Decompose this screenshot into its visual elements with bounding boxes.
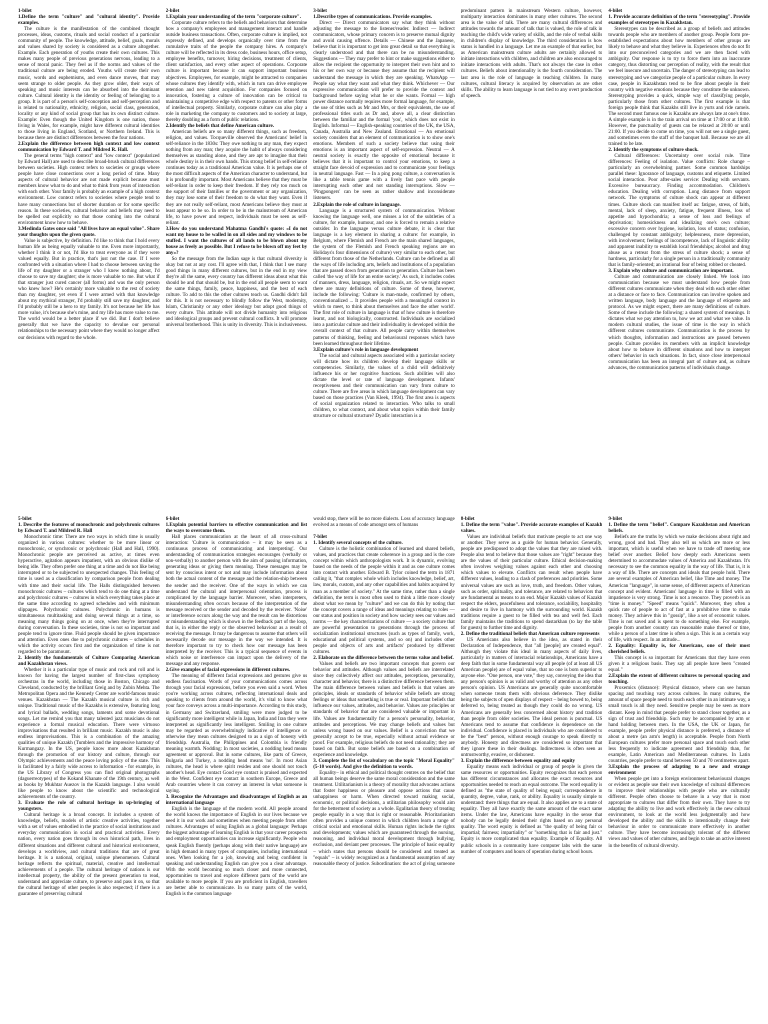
question-heading: 3.How do you understand Mahatma Gandhi's quote: «I do not want my house to be walled in on all sides and my windows to be stuffed. I want the cultures of all lands to be blown about my house as freely as possible. But I refuse to be blown off my feet by any»? <box>165 225 308 256</box>
answer-paragraph: The general terms "high context" and "low context" (popularized by Edward Hall) are used to describe broad-brush cultural differences between societies. High context refers to societies or groups where people have close connections over a long period of time. Many aspects of cultural behavior are not made explicit because most members know what to do and what to think from years of interaction with each other. Your family is probably an example of a high context environment. Low context refers to societies where people tend to have many connections but of shorter duration or for some specific reason. In these societies, cultural behavior and beliefs may need to be spelled out explicitly so that those coming into the cultural environment know how to behave. <box>18 153 160 226</box>
text-column <box>166 516 308 1016</box>
ticket-title: 6-bilet <box>165 516 180 522</box>
text-column <box>313 516 455 1016</box>
text-column <box>18 8 160 508</box>
question-heading: 2. Identify the fundamentals of Culture Comparing American and Kazakhstan views. <box>18 655 160 668</box>
question-heading: 3.Explain culture's role in language development <box>313 346 419 353</box>
answer-paragraph: Value is subjective, by definition. I'd like to think that I hold every human life as being equally valuable to me. Even more importantly, whether I think it or not, I'd like to treat everyone as if they were valued equally. But in practice, that's just not the case. If I were confronted with a situation where I had to choose between saving the life of my daughter or a stranger who I knew nothing about, I'd choose to save my daughter; she is more valuable to me. But what if that stranger just cured cancer (all forms) and was the only person who knew how? He's certainly more valuable to the rest of society than my daughter, yet even if I were armed with that knowledge about my mythical stranger, I'd probably still save my daughter, and I'd probably still be a hero to my family. It's not because her life has more value, it's because she's mine, and my life has more value to me. The world would be a better place if we did. But I don't believe generally that we have the capacity to devalue our personal relationships to the necessary point where they would no longer affect our decisions with regard to the whole. <box>18 237 160 341</box>
answer-paragraph: Equality– in ethical and political thought centres on the belief that all human beings deserve the same moral consideration and the same treatment. Utilitarianism is a theory of morality that advocates actions that foster happiness or pleasure and oppose actions that cause unhappiness or harm. When directed toward making social, economic, or political decisions, a utilitarian philosophy would aim for the betterment of society as a whole. Egalitarian theory of treating people equally in a way that is right or reasonable. Prioritarianism often provides a unique context in which children learn a range of critical social and emotional skills. Human rights include the rights and developments; values which are guaranteed through the nursing, reasoning, and individual moral development through bullying, exclusion, and deviant peer processes. The principle of basic equality – which states that persons should be considered and treated as "equals" – is widely recognized as a fundamental assumption of any reasonable theory of justice. Subordination: the act of giving someone <box>313 769 455 867</box>
answer-paragraph: The culture is the manifestation of the combined thought processes, ideas, customs, rituals and social conduct of a particular community of people. The knowledge, attitude, belief, goals, morals and values shared by society is considered as a culture altogether. Example. Each generation of youths create their own cultures. This makes many people of previous generations nervous, leading to a sense of moral panic. They feel as if the norms and values of the traditional culture are being eroded. Youths will create their own music, words and euphemisms, and even dance moves, that may seem strange to older people. As they grow older, their ways of speaking and music interests can be absorbed into the dominant culture. Cultural identity is the identity or feeling of belonging to a group. It is part of a person's self-conception and self-perception and is related to nationality, ethnicity, religion, social class, generation, locality or any kind of social group that has its own distinct culture. Example: Even though the United Kingdom is one nation, those living in Wales, for example, might have different cultural identities to those living in England, Scotland, or Northern Ireland. This is because there are distinct differences between the four nations. <box>18 26 160 141</box>
question-heading: 3.Medinda Gates once said "All lives have an equal value". Share your thoughts upon the given quote. <box>18 225 160 238</box>
answer-paragraph: Direct — Direct communicators say what they think without adjusting the message to the listener/reader. Indirect — Indirect communicators, whose primary concern is to preserve mutual dignity and avoid causing offence. Details — Chinese and the Japanese, believe that it is important to get into great detail so that everything is clearly understood and that there can be no misunderstanding. Suggestions — They may prefer to hint or make suggestions either to allow the recipient the opportunity to interpret their own hint and to his or her own way or because they assume that the recipient will understand the message in which they are speaking. WhatsApp — People say what they want and what they think. Whichever — Our expressive communication will prefer to provide the context and background before saying what he or she wants. Formal — high power distance normally requires more formal language, for example, the use of titles such as Mr and Mrs, or their equivalents, the use of professional titles such as Dr and, above all, a clear distinction between the familiar and the formal 'you', which does not exist in English. Informal — English-speaking countries of the UK, the USA, Canada, Australia and New Zealand. Emotional — An emotional society considers that an element of communication is to show one's emotions. Members of such a society believe that using their emotions is an important aspect of self-expression. Neutral — A neutral society is exactly the opposite of emotional because it believes that it is important to control your emotions, to keep a straight face devoid of expression and to communicate your feelings in neutral language. Fast — In a ping pong culture, a conversation is like a table tennis game with a lively fast pace with people interrupting each other and not standing interruptions. Slow — 'Pingpongers' can be seen as rather shallow and inconsiderate listeners. <box>313 20 455 202</box>
answer-paragraph: Hall places communication at the heart of all cross-cultural interaction: 'Culture is communication – it may be seen as a continuous process of communicating and interpreting'. Our understanding of communication strategies encourages (verbally or non-verbally) to another person with the aim of passing information, generating ideas or giving them meaning. These messages may be sent by conscious intent or not and may include information about both the actual content of the message and the relation-ship between the sender and the receiver. One of the ways in which we can understand the cultural and interpersonal orientation, process is complicated by the language barrier. Moreover, when interpreters, misunderstanding often occurs because of the interpretation of the message received or the sender and decoded by the receiver. 'Noise' or interference occurs along the way and the result can be distortions or misunderstanding which is shown in the feedback part of the loop, that is, in either the reply or the observed behaviour as a result of receiving the message. It may be dangerous to assume that others will necessarily decode our message in the way we intended. It is therefore important to try to check how our message has been interpreted by the receiver. This is a typical sequence of events in which noise or interference can impact upon the delivery of the message and any response. <box>165 534 308 668</box>
answer-paragraph: Values and beliefs are two important concepts that govern our behavior and attitudes. Although values and beliefs are interrelated since they collectively affect our attitudes, perceptions, personality, character and behavior, there is a distinctive difference between them. The main difference between values and beliefs is that values are principles, ideals or standards of behavior while beliefs are strong feelings or ideas that something is true or real. Important beliefs that influence our values, attitudes, and behavior. Values are principles or standards of behavior that are considered valuable or important in life. Values are fundamentally for a person's personality, behavior, attitudes and perceptions. We may change beliefs and values but unless wrong based on our values. Belief is a conviction that we generally accept to be true, especially without actual evidence or proof. For example, religious beliefs do not need rationality; they are based on faith. But some beliefs are based on a combination of experience and knowledge. <box>313 661 455 758</box>
question-heading: 3.Explain the process of adapting to a new and strange environment <box>608 763 750 776</box>
answer-paragraph: American beliefs are so many different things, such as freedom, religion, and values. Tocqueville observed the Americans' belief in self-reliance in the 1830s: They owe nothing to any man, they expect nothing from any man; they acquire the habit of always considering themselves as standing alone, and they are apt to imagine that their whole destiny is in their own hands. This strong belief in self-reliance continues today as a traditional American value. It is perhaps one of the most difficult aspects of the American character to understand, but it is profoundly important. Most Americans believe that they must be self-reliant in order to keep their freedom. If they rely too much on the support of their families or the government or any organization, they may lose some of their freedom to do what they want. Even if they are not really self-reliant, most Americans believe they must at least appear to be so. In order to be in the mainstream of American life, to have power and respect, individuals must be seen as self-reliant. <box>165 128 308 226</box>
question-heading: 2.Identify the beliefs that define American culture. <box>165 122 274 129</box>
question-heading: 3. Recognize the Advantages and disadvantages of English as an international language <box>165 794 308 807</box>
question-heading: 2.Explain the extent of different cultures to personal spacing and touching. <box>608 673 750 686</box>
ticket-title: 2-bilet <box>165 8 180 14</box>
answer-paragraph: English is the language of the modern world. All people around the world knows the importance of English in our lives because we need it in our work and sometimes when meeting people from other cultures. Advantages of using English as a global language: Perhaps the biggest advantage of learning English is that your career prospects and employment opportunities can increase significantly. People who speak English fluently (perhaps along with their native language) are in high demand in many types of companies, including international ones. When looking for a job, knowing and being confident in speaking and understanding English can give you a clear advantage. With the world becoming so much closer and more connected, opportunities to travel and explore different parts of the world are available to more people. If you are proficient in English, travellers are better able to communicate. In so many parts of the world, English is the common language <box>165 806 308 897</box>
question-heading: 2. Equality: Equality is, for Americans, one of their most cherished beliefs. <box>608 642 750 656</box>
answer-paragraph: Language is a structured system of communication. Without knowing the language well, one misses a lot of the subtleties of a culture, for example, humour, and one is forced to remain a relative outsider. In the language versus culture debate, it is clear that language is a key element in sharing a culture: for example, in Belgium, where Flemish and French are the main shared languages, the system of the Flemish and French speaking regions are on Holidays's four dimensions of culture) very similar to each other, but different from those of the Netherlands. Culture can be defined as all the ways of life including arts, beliefs and institutions of a population that are passed down from generation to generation. Culture has been called 'the way of life for an entire society.' As such, it includes codes of manners, dress, language, religion, rituals, art. So we might expect there are many definitions of culture. Some of these, however, include the following: 'Culture is man-made, confirmed by others, conventionalized ... It provides people with a meaningful context in which to meet, to think about themselves and face the other world'. The first role of culture in language is that of how culture is therefore learnt, and not biologically, constructed. Individuals are socialized into a particular culture and their individuality is developed within the overall context of that culture. All people carry within themselves patterns of thinking, feeling and behavioural responses which have been learned throughout their lifetime. <box>313 207 455 347</box>
text-column <box>608 8 750 508</box>
text-column <box>608 516 750 1016</box>
question-heading: 1.Explain potential barriers to effective communication and list the ways to overcome them. <box>165 522 308 535</box>
answer-paragraph: So the message from the Indian sage is that cultural diversity is okay but not at any cost. I'll agree with that, I think that I see many good things in many different cultures, but in the end in my view they're all the same, every country has different ideas about what this should be and that should be, but in the end all people seem to want the same things, family, peace, happiness, and the best of each culture. To add to this the other cultures teach us. Gandhi didn't fall for this. It is not necessary to blindly follow the West, modernity, Islam, Christianity or any other ideology but adopt good things of every culture. This attitude will not divide humanity into religious and ideological groups and prevent cultural conflicts. It will promote universal brotherhood. This is unity in diversity. This is inclusiveness. <box>165 255 308 329</box>
answer-paragraph: Beliefs are the truths by which we make decisions about right and wrong, good and bad. They also tell us which are more or less important, which is useful when we have to trade off meeting one belief over another. Belief how deeply each Americans seem determined to accommodate values of America and Kazakhstan. It's necessary to see the common equality in the way of life. That is, it is a way of life. There are concepts and ideals that people hold. There are several examples of American belief, like Time and money. The American "language", in some sense, of different aspects of American concept and evident. Americans' language in time is filled with an impatience is very strong. Time is not a resource. They proverb is an "time is money." "Speed" means "quick". Moreover, they often a quick rate of people to act of fast at a prohibitive time to make money. They achieve this in "gossip", like a set of economic values. Time is not saved and is spent to do something else. For example, people from another country can reasonable make thereof or time, while a person of a later time is often a sign. This is an a certain way of life, with respect. In an attitude... <box>608 534 750 643</box>
question-heading: 2. Elaborate on the difference between the terms value and belief. <box>313 655 454 662</box>
ticket-title: 7-bilet <box>313 534 327 541</box>
answer-paragraph: predominant pattern in mainstream Western culture, however, multiparty interaction dominates in many other cultures. The second area is the value of talk. There are many cultural differences and attitudes towards the amount of talk that is valued, the role of talk in teaching the child's wide variety of skills, and the role of verbal skills in children's display of knowledge. The third consideration is how status is handled in a language. Let me an example of that earlier, but as American mainstream culture adults are certainly allowed to initiate interactions with children, and children are also encouraged to initiate interactions with adults. That's not always the case in other cultures. Beliefs about intentionality is the fourth consideration. The last area is the role of language in teaching children. In many cultures, cultural literacy is acquired by observation as are other skills. The ability to learn language is not tied to any overt production of speech. <box>460 8 603 99</box>
question-heading: 1.Define the term "culture" and "cultural identity". Provide examples. <box>18 14 160 27</box>
question-heading: 1. Define the term "belief". Compare Kazakhstan and American beliefs. <box>608 522 750 535</box>
answer-paragraph: Cultural heritage is a broad concept. It includes a system of knowledge, beliefs, models of artistic creative activities, together with a set of values embodied in the practice of social institutions and everyday communication in social and practical activities. Every nation, every nation goes through its own historical path, lives in different situations and different cultural and historical environment, develops a worldview, and cultural traditions that are of great heritage. It is a national, original, unique phenomenon. Cultural heritage reflects the spiritual, material, creative and intellectual achievements of a people. The cultural heritage of nations is our intellectual property, the ability of the present generation to read, understand and appreciate culture, to preserve and pass it on, so that the cultural heritage of other peoples is also respected; if there is a guarantee of preserving cultural <box>18 812 160 897</box>
text-column <box>461 8 603 508</box>
question-heading: 3. Explain the difference between equality and equity <box>460 757 576 764</box>
question-heading: 3. Explain why culture and communication are important. <box>608 268 734 275</box>
question-heading: 1. Identify several concepts of the culture. <box>313 540 403 547</box>
answer-paragraph: Culture and communication are closely linked. We look into communication because we must understand how people from different cultures communicate when they deal with each other either at a distance or face to face. Communication can involve spoken and written language, body language and the language of etiquette and protocol. As we might expect, there are many definitions of culture. Some of these include the following: a shared system of meanings. It dictates what we pay attention to, how we act and what we value. In modern cultural studies, the issue of time is the way in which different cultures communicate. Communication is the process by which thoughts, information and instructions are passed between people. Culture provides its members with an implicit knowledge about how to behave in different situations and how to interpret others' behavior in such situations. In fact, since close interpersonal communication has been an integral part of culture and, as culture advances, the communication patterns of individuals change. <box>608 274 750 371</box>
ticket-title: 3-bilet <box>313 8 327 14</box>
answer-paragraph: Corporate culture refers to the beliefs and behaviors that determine how a company's employees and management interact and handle outside business transactions. Often, corporate culture is implied, not expressly defined, and develops organically over time from the cumulative traits of the people the company hires. A company's culture will be reflected in its dress code, business hours, office setup, employee benefits, turnover, hiring decisions, treatment of clients, client satisfaction, and every other aspect of operations. Corporate culture is important because it can support important business objectives. Employees, for example, might be attracted to companies whose cultures they identify with, which in turn can drive employee retention and new talent acquisition. For companies focused on innovation, fostering a culture of innovation can be critical to maintaining a competitive edge with respect to patents or other forms of intellectual property. Similarly, corporate culture can also play a role in marketing the company to customers and to society at large, thereby doubling as a form of public relations. <box>165 20 308 123</box>
ticket-title: 4-bilet <box>608 8 623 14</box>
question-heading: 1. Describe the features of monochronic and polychronic cultures by Edward T. and Mildred R. Hall <box>18 522 160 535</box>
text-column <box>461 516 603 1016</box>
bottom-row <box>18 516 750 1016</box>
question-heading: 2.Explain the difference between high context and low context communication by Edward T. and Mildred R. Hall. <box>18 141 160 154</box>
answer-paragraph: Stereotypes can be described as a group of beliefs and attitudes towards people who are members of another group. People form pre-established expectations about how members of other groups are likely to behave and what they believe in. Experiences often do not fit into our preconceived categories and we are then faced with ambiguity. Our response is to try to force them into an inaccurate category, thus distorting our perception of reality, with the result that we feel insecure and uncertain. The danger of stereotyping can lead to stereotyping and we categorize people of a particular culture. In every case, people in Kazakhstan tend to be fine about people in their country with negative emotions because they constitute the unknown. Stereotyping provides a quick, simple way of classifying people, particularly those from other cultures. The first example is that foreign people think that Kazakhs still live in yurts and ride camels. The second most famous one is Kazakhs are always late at one's time. A simple example is in the train arrival on time at 17:00 or at 18:00. However, the punctuality of guests can be relaxed at 20:00 or until 21:00. If you decide to come on time, you will not see a single guest, and sometimes even the staff of the banquet hall. Because we are all trained to be late. <box>608 26 750 148</box>
question-heading: 2. Define the traditional beliefs that American culture represents <box>460 630 600 637</box>
question-heading: 3. Complete the list of vocabulary on the topic "Moral Equality" (5-10 words). And give the definition to words. <box>313 757 455 770</box>
answer-paragraph: US Americans also believe in the idea, as stated in their Declaration of Independence, that "all [people] are created equal". Although they violate this ideal in many aspects of daily lives, particularly in matters of interracial relationships, Americans have a deep faith that in some fundamental way all people (of at least all US American people) are of equal value, that no one is born superior to anyone else. "One person, one vote," they say, conveying the idea that any person's opinion is as valid and worthy of attention as any other person's opinion. US Americans are generally quite uncomfortable when someone treats them with obvious deference. They dislike being the subjects of open displays of respect – being bowed to, being deferred to, being treated as though they could do no wrong. US Americans are generally less concerned about history and tradition than people from older societies. The ideal person is punctual. US Americans tend to assume that confidence is dependence on the individual. Confidence is placed in individuals who are considered to be the "best" person, without enough courage to speak directly to anybody. Honesty and directness are considered so important that they ignore these in their dealings. Indirectness is often seen as untrustworthy, evasive, or dishonest. <box>460 636 603 758</box>
answer-paragraph: Whether it is a particular type of music and rock and roll and is known for having the largest number of first-class symphony orchestras in the world, including those in Boston, Chicago and Cleveland, conducted by the brilliant Greig and by Zubin Mehta. The Metropolitan Opera and the Kennedy Center are world-famous music venues. Kazakhstan — The Kazakh musical culture is rich and unique. Traditional music of the Kazakhs is extensive, featuring long and lyrical ballads, wedding songs, laments and some devotional songs. Let me remind you that many talented jazz musicians do not experience a formal musical education. There were virtuoso improvisations that resulted in brilliant music. Kazakh music is also endless improvisations. This is a combination of the amazing qualities of unique Kazakh (Tumblers and the impressive harmony of Kurmangazy. In the US, people know more about Kazakhstan through the promotion of our history and culture, through our Olympic achievements and the peace loving policy of the state. This is facilitated by a fairly wide access to information - for example, in the US Library of Congress you can find original photographs (daguerreotypes) of the Kokand Khanate of the 19th century, as well as books by Mukhtar Auezov in the Kazakh language. I also would like people to know about the scientific and technological achievements of the country. <box>18 667 160 801</box>
ticket-title: 9-bilet <box>608 516 623 522</box>
text-column <box>18 516 160 1016</box>
question-heading: 2.Explain the role of culture in language. <box>313 201 401 208</box>
question-heading: 2.Give examples of facial expressions in different cultures. <box>165 667 291 674</box>
question-heading: 2. Identify the symptoms of culture shock. <box>608 147 699 154</box>
ticket-title: 8-bilet <box>460 516 475 522</box>
question-heading: 1.Explain your understanding of the term "corporate culture". <box>165 14 301 21</box>
answer-paragraph: This concept is so important for Americans that they have even given it a religious basis. They say all people have been "created equal." <box>608 655 750 674</box>
ticket-title: 1-bilet <box>18 8 32 14</box>
answer-paragraph: Proxemics (distance): Physical distance, where can see human spacing and touching vary across cultures. In many cultures, the amount of space people need to touch each other in an intimate way, a small touch is all they need. Sensitive people may be seen as more distant. Keep in mind that people prefer to stand closer together, as a sign of trust and friendship. Such may be accompanied by arm or hand holding between men. In the USA, the UK or Japan, for example, people prefer physical distance is preferred, a distance of about a metre (an arm's length) is acceptable. People from North European cultures prefer more personal space and touch each other less frequently to indicate agreement and friendship than, for example, Latin American and Mediterranean cultures. In Latin countries, people prefer to stand between 50 and 70 centimetres apart. <box>608 685 750 764</box>
top-row <box>18 8 750 508</box>
text-column <box>166 8 308 508</box>
answer-paragraph: Cultural differences: Uncertainty over social rule. Time differences: Feeling of isolation. Value conflicts: Role change – particularly an overwhelming partner. Some common hardships parallel these: Ignorance of language, customs and etiquette. Limited social interaction. Poor after-sales service: Dealing with servants. Excessive bureaucracy. Finding accommodation. Children's education. Dealing with corruption. Long distance from support network. The symptoms of culture shock can appear at different times. Culture shock can manifest itself as: fatigue, stress, of faith, mental, lack of sleep, anxiety, fatigue, frequent illness, loss of appetite and hypochondria; a sense of loss and feelings of deprivation; homesickness and idealizing one's own culture; excessive concern over hygiene, isolation, loss of status; confusion, challenged by constant ambiguity; helplessness, more depression, with involvement; feelings of incompetence, lack of linguistic ability and apparent inability to establish local friendships; alcohol and drug abuse as a retreat from the stress of culture shock; a sense of hardness, particularly for a single person in a traditionally community that is family-oriented; an irrational fear of being robbed or cheated. <box>608 153 750 268</box>
document-page <box>18 8 750 1016</box>
question-heading: 3. Evaluate the role of cultural heritage in up-bringing of youngsters. <box>18 800 160 813</box>
answer-paragraph: Equality means each individual or group of people is given the same resources or opportunities. Equity recognizes that each person has different circumstances and allocates the exact resources and opportunities needed to reach an equal outcome. The word equality is defined as "the state of quality of being equal; correspondence in quantity, degree, value, rank, or ability. Equality is usually simple to understand: there things that are equal. It also applies are to a state of equality. They all have exactly the same amount of the exact same items. Under the law, Americans have equality in the sense that nobody can be legally denied their rights based on any personal quality. The word equity is defined as "the quality of being fair or impartial; fairness; impartiality" or "something that is fair and just." Equity is more complicated than equality. Example of Equality. All public schools in a community have computer labs with the same number of computers and hours of operation during school hours. <box>460 763 603 855</box>
answer-paragraph: would stop, there will be no more dialects. Loss of accuracy language evolved as a means of code amongst sets of humans <box>313 516 455 529</box>
text-column <box>313 8 455 508</box>
question-heading: 1. Define the term "value". Provide accurate examples of Kazakh values. <box>460 522 603 535</box>
answer-paragraph: The meaning of different facial expressions and gestures give us endless fascination. Words of your communications comes across through your facial expressions, before you even said a word. When you're working across cultures, reflecting international deals and speaking to clients from around the world, it's vital to know what your face conveys across a multi-importance. According to this study, in Germany and Switzerland, smiling were more judged to be significantly more intelligent while in Japan, India and Iran they were interpreted as significantly less intelligent. Smiling in one culture may be regarded as overwhelmingly indicative of intelligence or otherwise they mean cultures designed to as a sign of honesty with friendship. Australia, the Philippines and Colombia is friendly meaning warmth. Nodding: In most societies, a nodding head means agreement or approval. But in some cultures, like parts of Greece, Bulgaria and Turkey, a nodding head means 'no'. In most Asian cultures, the head is where spirit resides and one should not touch another's head. Eye contact Good eye contact is praised and expected in the West. Confident eye contact in southern Europe, Greece and Arab countries where it can convey an interest in what someone is saying. <box>165 673 308 795</box>
ticket-title: 5-bilet <box>18 516 32 522</box>
question-heading: 1.Describe types of communications. Provide examples. <box>313 14 432 21</box>
answer-paragraph: When people get into a foreign environment behavioural changes or evident as people use their own knowledge of cultural differences to improve their relationships with people who are culturally different. People often choose to behave in a way that is most appropriate to cultures that differ from their own. They have to try adapting the ability to live and work effectively in the new cultural environment, to look at the world less judgmentally and how developed the ability and the skills to intentionally change their behaviour in order to communicate more effectively in another culture. They have become increasingly tolerant of the different views and values of other cultures, and begin to take an active interest in the benefits of cultural diversity. <box>608 776 750 849</box>
answer-paragraph: Values are individual beliefs that motivate people to act one way or another. They serve as a guide for human behavior. Generally, people are predisposed to adopt the values that they are raised with. People also tend to believe that those values are "right" because they are the values of their particular culture. Ethical decision-making often involves weighing values against each other and choosing which values to elevate. Conflicts can result when people have different values, leading to a clash of preferences and priorities. Some universal values are such as love, truth, and freedom. Other values, such as order, spirituality, and tolerance, are related to behaviors that are fundamental as means to an end. Major Kazakh values of Kazakh respect the elders, peacefulness and tolerance, sociability, hospitality and desire to live in harmony with the surrounding world. Kazakh traditions require a guest to be filled with tea and well fed. Each family maintains the traditions to spend dastarkhan (to lay the table for guests) to further time and dignity. <box>460 534 603 631</box>
answer-paragraph: The social and cultural aspects associated with a particular society will dictate how its children develop their language skills or competencies. Similarly, the values of a child will definitively influence his or her cognitive functions. Such abilities will also dictate the level or rate of language development. Infants' receptiveness and their communication can vary from culture to culture. There are five areas in which language development can vary based on those practices (Van Kleek, 1994). The first area is aspects of social organization related to interaction. Who talks to small children, to what context, and about what topics within their family structure or cultural structure? Dyadic interaction is a <box>313 352 455 420</box>
answer-paragraph: Monochronic time: There are two ways in which time is usually organized in various cultures: whether to be more linear or monochronic, or synchronic or polychronic (Hall and Hall, 1990). Monochronic people are perceived as active, at times even hyperactive, agitation appears impatient, with an obvious dislike of being idle. They often prefer one thing at a time and do not like being interrupted or to be subjected to unexpected changes. This feeling of time is used as a classification by comparison people from dealing with time and their social life. The Halls distinguished between monochronic cultures – cultures which tend to do one thing at a time and polychronic cultures – cultures in which everything takes place at the same time according to agreed schedules and with minimum slippages. Polychronic cultures. Polychronic in humans is simultaneous multitasking and doing several things at a time, so meaning many things going on at once, when they're interrupted during conversation. In these societies, time is not so important and people tend to ignore time. Fluid people should be given importance and attention. Even ones due to polychronic cultures – schedules in which the activity occurs first and the organization of time is not regarded to be paramount. <box>18 534 160 656</box>
question-heading: 1. Provide accurate definition of the term "stereotyping". Provide examples of stereotypes in Kazakhstan. <box>608 14 750 27</box>
answer-paragraph: Culture is the holistic combination of learned and shared beliefs, values, and practices that create coherence in a group and is the core concept within which anthropologists work. It is dynamic, evolving based on the needs of the people within it and as one culture comes into contact with another. Edward B. Tylor coined the term in 1871 calling it, "that complex whole which includes knowledge, belief, art, law, morals, custom, and any other capabilities and habits acquired by man as a member of society." At the same time, rather than a single definition, the term is most often used to think a little more closely about what we mean by "culture" and we can do this by noting that the concept covers a range of ideas and meanings relating to roles — our status and position in society and how society sees our values and norms — the key characterizations of culture — a society culture that are powerful presentation to generations through the process of socialization institutional structures (such as types of family, work, educational and political systems, and so on) and includes other people and objects of arts and artifacts' produced by different cultures. <box>313 546 455 655</box>
